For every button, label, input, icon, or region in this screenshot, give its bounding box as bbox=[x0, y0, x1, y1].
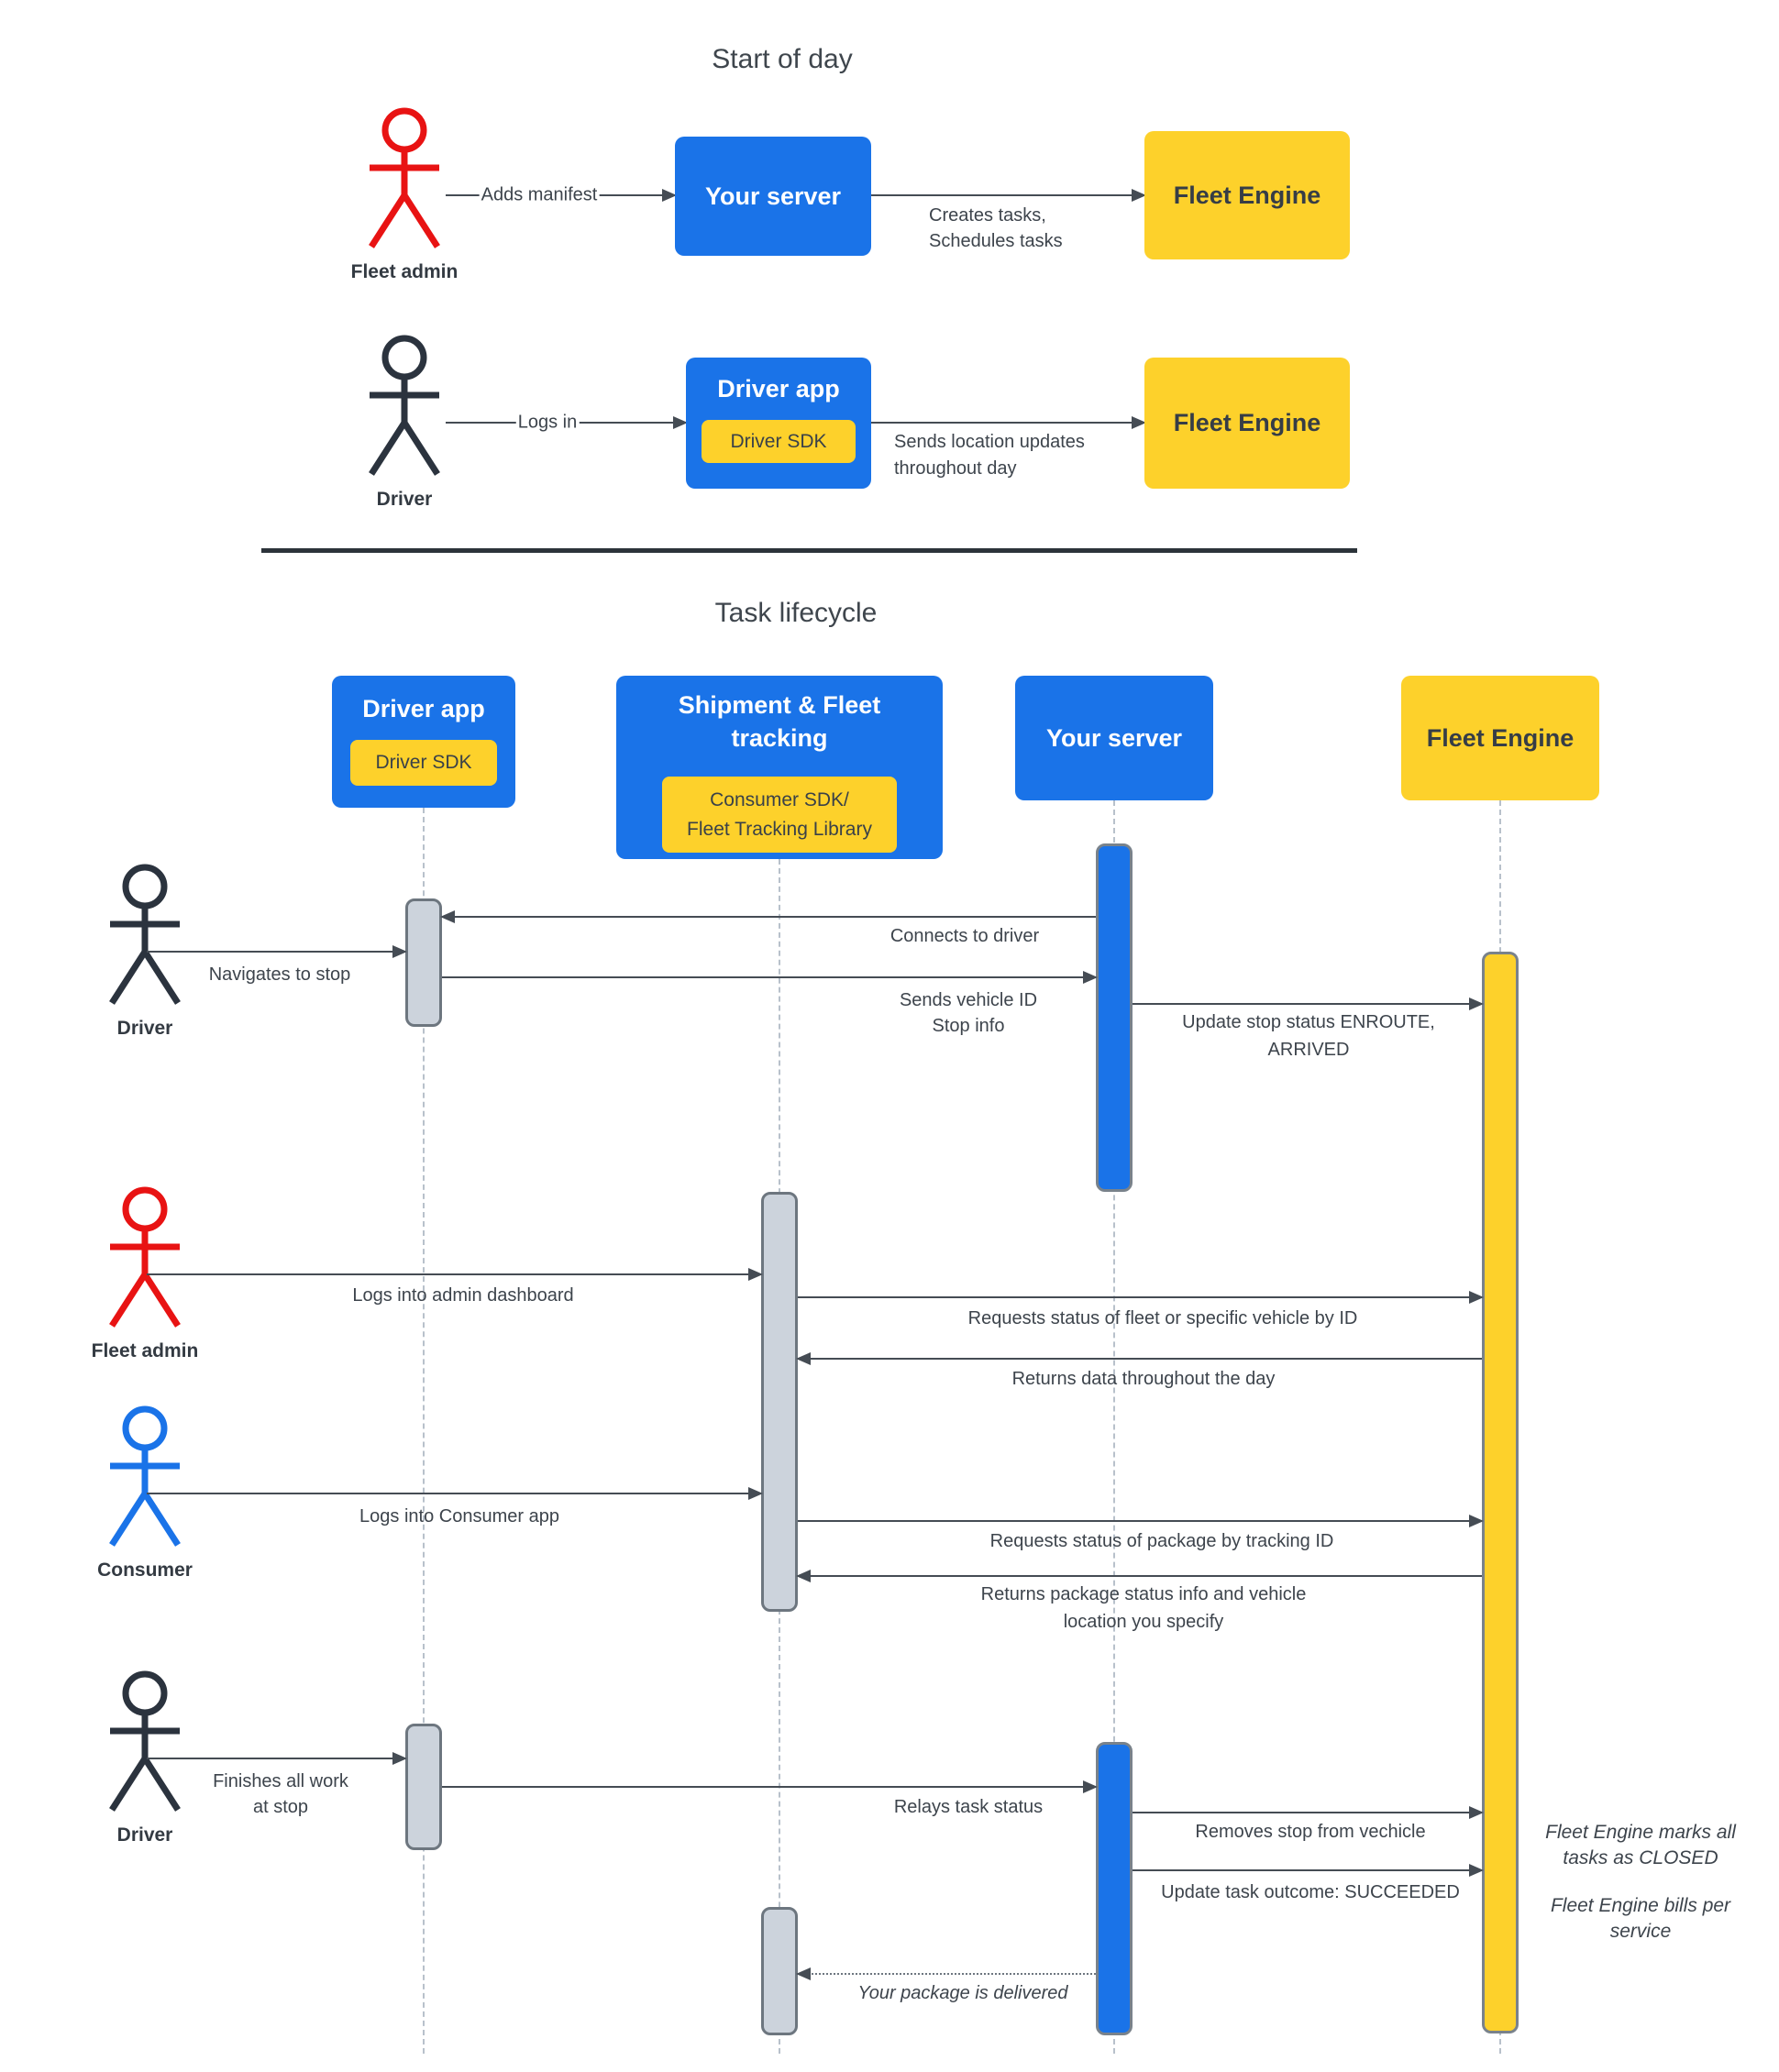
shipment-activation-1 bbox=[761, 1192, 798, 1612]
creates-tasks-label-line1: Creates tasks, bbox=[929, 205, 1046, 226]
consumer-sdk-badge-label bbox=[687, 786, 872, 843]
note-tasks-closed bbox=[1545, 1820, 1736, 1871]
driver-sdk-header-badge-label: Driver SDK bbox=[375, 752, 472, 774]
consumer-actor-icon bbox=[101, 1405, 189, 1550]
arrowhead-icon bbox=[1469, 1864, 1484, 1877]
driver2-label: Driver bbox=[116, 1824, 173, 1846]
section-divider bbox=[261, 548, 1357, 553]
consumer-sdk-badge bbox=[662, 777, 897, 853]
arrowhead-icon bbox=[748, 1487, 763, 1500]
driver1-actor-icon bbox=[101, 864, 189, 1008]
your-server-header-label: Your server bbox=[1045, 723, 1183, 752]
consumer-label: Consumer bbox=[97, 1560, 193, 1581]
returns-package-status-label-line2: location you specify bbox=[1063, 1612, 1224, 1632]
sends-vehicle-id-label-line2: Stop info bbox=[932, 1016, 1005, 1036]
task-lifecycle-title: Task lifecycle bbox=[714, 598, 878, 628]
driver2-actor-icon bbox=[101, 1670, 189, 1815]
requests-fleet-status-arrow bbox=[798, 1296, 1482, 1298]
returns-package-status-arrow bbox=[798, 1575, 1482, 1577]
finishes-work-label-line2: at stop bbox=[252, 1797, 309, 1817]
creates-tasks-arrow bbox=[871, 194, 1144, 196]
driver-app-node-label: Driver app bbox=[717, 375, 840, 402]
fleet-admin-actor-icon bbox=[360, 107, 448, 252]
package-delivered-arrow bbox=[798, 1973, 1096, 1975]
fleet-engine-node-1 bbox=[1144, 131, 1350, 259]
sends-vehicle-id-label-line1: Sends vehicle ID bbox=[899, 990, 1038, 1010]
driver-actor-icon bbox=[360, 335, 448, 479]
fleet-engine-node-2 bbox=[1144, 358, 1350, 489]
fleet-engine-header bbox=[1401, 676, 1599, 800]
fleet-admin-label: Fleet admin bbox=[350, 261, 459, 282]
package-delivered-label: Your package is delivered bbox=[857, 1983, 1068, 2003]
logs-into-consumer-arrow bbox=[147, 1493, 761, 1494]
update-stop-status-label-line2: ARRIVED bbox=[1267, 1040, 1350, 1060]
driver-app-activation-1 bbox=[405, 898, 442, 1027]
relays-task-status-label: Relays task status bbox=[893, 1797, 1044, 1817]
shipment-header-line2: tracking bbox=[731, 724, 828, 753]
connects-to-driver-arrow bbox=[442, 916, 1096, 918]
driver-app-header-label: Driver app bbox=[362, 695, 485, 722]
fleet-engine-node-2-label: Fleet Engine bbox=[1173, 409, 1321, 436]
driver-sdk-header-badge bbox=[350, 740, 497, 786]
navigates-to-stop-label: Navigates to stop bbox=[208, 964, 351, 985]
consumer-sdk-line1: Consumer SDK/ bbox=[710, 789, 849, 810]
removes-stop-arrow bbox=[1133, 1812, 1482, 1813]
note-bills-per-service bbox=[1551, 1893, 1730, 1945]
sends-location-updates-label-line2: throughout day bbox=[894, 458, 1017, 479]
your-server-activation-1 bbox=[1096, 843, 1133, 1192]
logs-into-admin-label: Logs into admin dashboard bbox=[352, 1285, 574, 1306]
relays-task-status-arrow bbox=[442, 1786, 1096, 1788]
note-bills-line2: service bbox=[1609, 1921, 1672, 1942]
arrowhead-icon bbox=[748, 1268, 763, 1281]
removes-stop-label: Removes stop from vechicle bbox=[1195, 1822, 1426, 1842]
requests-package-status-arrow bbox=[798, 1520, 1482, 1522]
connects-to-driver-label: Connects to driver bbox=[890, 926, 1040, 946]
arrowhead-icon bbox=[1083, 971, 1098, 984]
update-stop-status-arrow bbox=[1133, 1003, 1482, 1005]
requests-fleet-status-label: Requests status of fleet or specific vehicle by ID bbox=[967, 1308, 1358, 1328]
logs-into-admin-arrow bbox=[147, 1273, 761, 1275]
returns-data-label: Returns data throughout the day bbox=[1011, 1369, 1276, 1389]
finishes-work-arrow bbox=[147, 1758, 405, 1759]
creates-tasks-label-line2: Schedules tasks bbox=[929, 231, 1063, 251]
arrowhead-icon bbox=[796, 1570, 811, 1582]
shipment-header-line1: Shipment & Fleet bbox=[678, 691, 881, 719]
arrowhead-icon bbox=[392, 1752, 407, 1765]
your-server-node bbox=[675, 137, 871, 256]
logs-into-consumer-label: Logs into Consumer app bbox=[359, 1506, 559, 1526]
requests-package-status-label: Requests status of package by tracking ID bbox=[989, 1531, 1334, 1551]
fleet-engine-node-1-label: Fleet Engine bbox=[1173, 181, 1321, 209]
note-bills-line1: Fleet Engine bills per bbox=[1550, 1895, 1731, 1916]
fleet-admin2-actor-icon bbox=[101, 1186, 189, 1331]
arrowhead-icon bbox=[796, 1967, 811, 1980]
arrowhead-icon bbox=[796, 1352, 811, 1365]
driver-app-activation-2 bbox=[405, 1724, 442, 1850]
returns-data-arrow bbox=[798, 1358, 1482, 1360]
arrowhead-icon bbox=[392, 945, 407, 958]
your-server-header bbox=[1015, 676, 1213, 800]
adds-manifest-label: Adds manifest bbox=[481, 184, 598, 205]
shipment-activation-2 bbox=[761, 1907, 798, 2035]
fleet-engine-activation bbox=[1482, 952, 1519, 2033]
update-stop-status-label-line1: Update stop status ENROUTE, bbox=[1182, 1012, 1435, 1032]
your-server-activation-2 bbox=[1096, 1742, 1133, 2035]
driver-label: Driver bbox=[376, 489, 433, 510]
shipment-tracking-header-label bbox=[679, 689, 881, 755]
sends-vehicle-id-arrow bbox=[442, 976, 1096, 978]
arrowhead-icon bbox=[1469, 1291, 1484, 1304]
arrowhead-icon bbox=[1469, 1515, 1484, 1527]
sends-location-updates-arrow bbox=[871, 422, 1144, 424]
driver-sdk-badge-label: Driver SDK bbox=[730, 430, 827, 452]
start-of-day-title: Start of day bbox=[712, 44, 853, 74]
arrowhead-icon bbox=[1083, 1780, 1098, 1793]
fleet-engine-header-label: Fleet Engine bbox=[1426, 723, 1575, 752]
navigates-to-stop-arrow bbox=[147, 951, 405, 953]
note-tasks-closed-line2: tasks as CLOSED bbox=[1563, 1847, 1718, 1868]
consumer-sdk-line2: Fleet Tracking Library bbox=[687, 818, 872, 840]
arrowhead-icon bbox=[1469, 1806, 1484, 1819]
logs-in-label: Logs in bbox=[517, 412, 578, 433]
finishes-work-label-line1: Finishes all work bbox=[213, 1771, 348, 1791]
note-tasks-closed-line1: Fleet Engine marks all bbox=[1545, 1822, 1736, 1843]
arrowhead-icon bbox=[1469, 997, 1484, 1010]
fleet-admin2-label: Fleet admin bbox=[91, 1340, 199, 1361]
update-task-outcome-label: Update task outcome: SUCCEEDED bbox=[1161, 1882, 1460, 1902]
returns-package-status-label-line1: Returns package status info and vehicle bbox=[980, 1584, 1307, 1604]
arrowhead-icon bbox=[440, 910, 455, 923]
driver1-label: Driver bbox=[116, 1018, 173, 1039]
sends-location-updates-label-line1: Sends location updates bbox=[894, 432, 1085, 452]
update-task-outcome-arrow bbox=[1133, 1869, 1482, 1871]
your-server-node-label: Your server bbox=[704, 182, 842, 210]
driver-sdk-badge bbox=[702, 420, 856, 463]
